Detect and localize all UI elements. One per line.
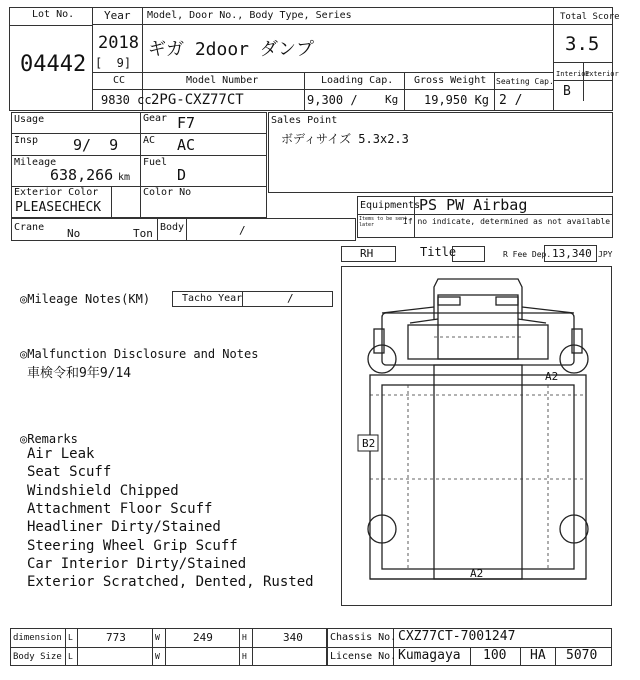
mileage-unit: km <box>118 172 131 183</box>
size-w-label: W <box>155 652 160 661</box>
divider <box>357 214 613 215</box>
license-label: License No. <box>330 651 397 662</box>
sales-point-label: Sales Point <box>271 115 338 126</box>
year-label: Year <box>104 9 131 22</box>
dimension-w-value: 249 <box>193 631 213 644</box>
rfee-value: 13,340 <box>552 247 592 260</box>
divider <box>186 218 187 241</box>
total-score-value: 3.5 <box>565 33 600 55</box>
fuel-value: D <box>177 166 187 184</box>
divider <box>494 72 495 111</box>
seating-cap-label: Seating Cap. <box>496 77 554 86</box>
divider <box>470 647 471 666</box>
size-h-label: H <box>242 652 247 661</box>
seating-cap-value: 2 / <box>499 93 523 108</box>
dim-h-label: H <box>242 633 247 642</box>
remark-item: Headliner Dirty/Stained <box>27 519 221 535</box>
gear-value: F7 <box>177 114 196 132</box>
lot-no: 04442 <box>20 52 87 77</box>
divider <box>9 25 92 26</box>
model-number-value: 2PG-CXZ77CT <box>151 92 244 108</box>
remark-item: Air Leak <box>27 446 95 462</box>
divider <box>553 80 613 81</box>
body-size-label: Body Size <box>13 652 62 662</box>
chassis-value: CXZ77CT-7001247 <box>398 629 516 644</box>
divider <box>404 72 405 111</box>
insp-value: 9/ 9 <box>73 136 119 154</box>
rfee-label: R Fee Dep. <box>503 250 552 259</box>
damage-mark: B2 <box>362 437 376 450</box>
ac-value: AC <box>177 136 196 154</box>
items-later-label: Items to be sent later <box>359 216 408 228</box>
divider <box>65 628 66 666</box>
remarks-title: ◎Remarks <box>20 432 78 446</box>
crane-value: No <box>67 227 81 240</box>
remark-item: Exterior Scratched, Dented, Rusted <box>27 574 314 590</box>
year-value: 2018 <box>98 33 139 53</box>
divider <box>11 155 267 156</box>
license-number: 5070 <box>566 648 598 663</box>
remark-item: Seat Scuff <box>27 464 112 480</box>
items-later-note: If no indicate, determined as not available <box>403 217 611 226</box>
cc-label: CC <box>113 75 126 86</box>
rfee-unit: JPY <box>598 250 613 259</box>
interior-score-label: Interior <box>556 70 590 78</box>
loading-cap-unit: Kg <box>385 93 399 106</box>
mileage-notes-title: ◎Mileage Notes(KM) <box>20 292 151 306</box>
model-number-label: Model Number <box>186 75 259 86</box>
license-class: 100 <box>483 648 507 663</box>
damage-mark: A2 <box>545 370 559 383</box>
title-label: Title <box>420 245 457 259</box>
tacho-year-label: Tacho Year <box>182 293 243 304</box>
handle-value: RH <box>360 247 374 260</box>
divider <box>140 112 141 218</box>
divider <box>92 7 93 111</box>
mileage-value: 638,266 <box>50 166 114 184</box>
usage-label: Usage <box>14 114 45 125</box>
gross-weight-label: Gross Weight <box>414 75 487 86</box>
total-score-label: Total Score <box>560 12 620 22</box>
title-box <box>452 246 485 262</box>
dimension-h-value: 340 <box>283 631 303 644</box>
dim-w-label: W <box>155 633 160 642</box>
crane-label: Crane <box>14 222 45 233</box>
crane-unit: Ton <box>133 227 153 240</box>
ac-label: AC <box>143 135 156 146</box>
divider <box>152 628 153 666</box>
remark-item: Windshield Chipped <box>27 483 179 499</box>
dimension-l-value: 773 <box>106 631 126 644</box>
body-label: Body <box>160 222 185 233</box>
divider <box>11 133 267 134</box>
damage-diagram <box>341 266 612 606</box>
cc-value: 9830 cc <box>101 93 152 107</box>
divider <box>165 628 166 666</box>
model-value: ギガ 2door ダンプ <box>148 39 315 60</box>
divider <box>157 218 158 241</box>
mileage-label: Mileage <box>14 157 57 168</box>
equipments-label: Equipments <box>360 200 421 211</box>
interior-score-value: B <box>563 84 571 99</box>
loading-cap-value: 9,300 / <box>307 93 358 107</box>
divider <box>252 628 253 666</box>
lot-no-label: Lot No. <box>32 9 75 20</box>
divider <box>10 647 327 648</box>
divider <box>77 628 78 666</box>
divider <box>92 72 553 73</box>
color-no-label: Color No <box>143 187 192 198</box>
year-sub-value: [ 9] <box>95 56 132 70</box>
loading-cap-label: Loading Cap. <box>321 75 394 86</box>
exterior-color-label: Exterior Color <box>14 187 99 198</box>
divider <box>555 647 556 666</box>
tacho-year-value: / <box>287 292 294 305</box>
divider <box>239 628 240 666</box>
divider <box>553 7 554 111</box>
license-kana: HA <box>530 648 546 663</box>
remark-item: Car Interior Dirty/Stained <box>27 556 247 572</box>
divider <box>92 89 553 90</box>
equipments-value: PS PW Airbag <box>419 196 528 214</box>
divider <box>553 62 613 63</box>
remark-item: Steering Wheel Grip Scuff <box>27 538 238 554</box>
model-label: Model, Door No., Body Type, Series <box>147 10 352 21</box>
chassis-label: Chassis No. <box>330 632 397 643</box>
damage-mark: A2 <box>470 567 484 580</box>
gear-label: Gear <box>143 113 168 124</box>
exterior-score-label: Exterior <box>585 70 619 78</box>
malfunction-text: 車検令和9年9/14 <box>27 366 132 381</box>
sales-point-value: ボディサイズ 5.3x2.3 <box>281 132 409 146</box>
size-l-label: L <box>68 652 73 661</box>
divider <box>553 24 613 25</box>
fuel-label: Fuel <box>143 157 168 168</box>
remark-item: Attachment Floor Scuff <box>27 501 213 517</box>
gross-weight-value: 19,950 Kg <box>424 93 490 107</box>
body-value: / <box>239 224 246 237</box>
exterior-color-value: PLEASECHECK <box>15 200 102 215</box>
malfunction-title: ◎Malfunction Disclosure and Notes <box>20 347 259 361</box>
dimension-label: dimension <box>13 633 62 643</box>
divider <box>520 647 521 666</box>
divider <box>111 186 112 218</box>
license-place: Kumagaya <box>398 648 461 663</box>
insp-label: Insp <box>14 135 39 146</box>
truck-outline-diagram <box>342 267 613 607</box>
dim-l-label: L <box>68 633 73 642</box>
divider <box>92 24 553 25</box>
divider <box>304 72 305 111</box>
